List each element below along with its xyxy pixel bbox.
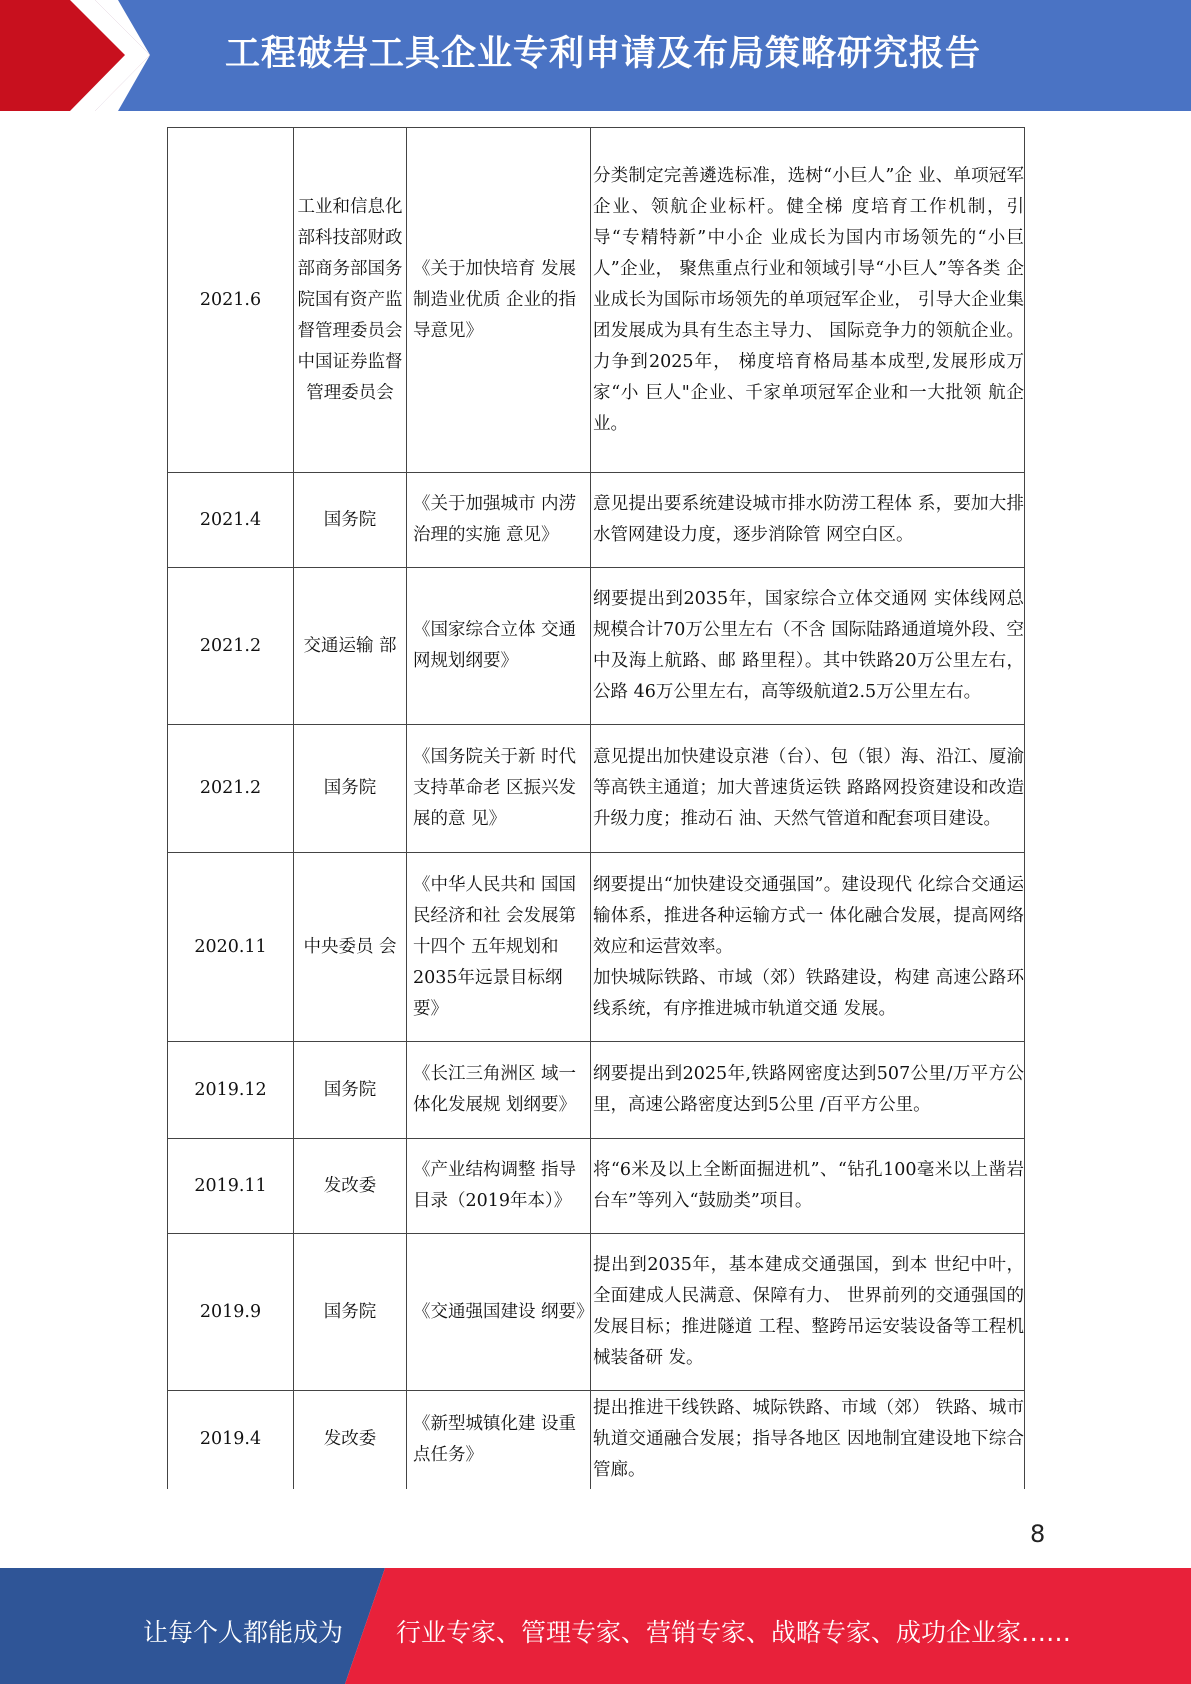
table-row bbox=[168, 853, 1025, 1042]
content-cell: 分类制定完善遴选标准，选树“小巨人”企 业、单项冠军企业、领航企业标杆。健全梯 度培育工作机制，引导“专精特新”中小企 业成长为国内市场领先的“小巨人”企业， 聚焦重点行业和领域引导“小巨人”等各类 企业成长为国际市场领先的单项冠军企业， 引导大企业集团发展成为具有生态主导力、 国际竞争力的领航企业。力争到2025年， 梯度培育格局基本成型,发展形成万家“小 巨人"企业、千家单项冠军企业和一大批领 航企业。 bbox=[591, 128, 1025, 473]
document-cell: 《中华人民共和 国国民经济和社 会发展第十四个 五年规划和2035年远景目标纲要》 bbox=[407, 853, 591, 1042]
content-cell: 提出推进干线铁路、城际铁路、市域（郊） 铁路、城市轨道交通融合发展；指导各地区 因地制宜建设地下综合管廊。 bbox=[591, 1391, 1025, 1489]
footer-slogan-left: 让每个人都能成为 bbox=[143, 1618, 344, 1647]
content-cell: 将“6米及以上全断面掘进机”、“钻孔100毫米以上凿岩台车”等列入“鼓励类”项目。 bbox=[591, 1139, 1025, 1234]
table-row bbox=[168, 1139, 1025, 1234]
report-title: 工程破岩工具企业专利申请及布局策略研究报告 bbox=[225, 34, 982, 74]
date-cell: 2021.2 bbox=[168, 568, 294, 725]
date-cell: 2020.11 bbox=[168, 853, 294, 1042]
table-row bbox=[168, 568, 1025, 725]
document-cell: 《关于加快培育 发展制造业优质 企业的指导意见》 bbox=[407, 128, 591, 473]
content-paragraph: 加快城际铁路、市域（郊）铁路建设，构建 高速公路环线系统，有序推进城市轨道交通 发展。 bbox=[593, 967, 1024, 1019]
page-header bbox=[0, 0, 1191, 111]
content-paragraph: 纲要提出“加快建设交通强国”。建设现代 化综合交通运输体系，推进各种运输方式一 体化融合发展，提高网络效应和运营效率。 bbox=[593, 874, 1024, 957]
date-cell: 2019.9 bbox=[168, 1234, 294, 1391]
department-cell: 交通运输 部 bbox=[294, 568, 407, 725]
footer-slogan-right: 行业专家、管理专家、营销专家、战略专家、成功企业家…… bbox=[396, 1618, 1072, 1647]
policy-table bbox=[167, 127, 1025, 1489]
page-footer bbox=[0, 1568, 1191, 1684]
date-cell: 2019.11 bbox=[168, 1139, 294, 1234]
document-cell: 《长江三角洲区 域一体化发展规 划纲要》 bbox=[407, 1042, 591, 1139]
department-cell: 国务院 bbox=[294, 1234, 407, 1391]
table-row bbox=[168, 1042, 1025, 1139]
content-cell: 提出到2035年，基本建成交通强国，到本 世纪中叶，全面建成人民满意、保障有力、 世界前列的交通强国的发展目标；推进隧道 工程、整跨吊运安装设备等工程机械装备研 发。 bbox=[591, 1234, 1025, 1391]
document-cell: 《关于加强城市 内涝治理的实施 意见》 bbox=[407, 473, 591, 568]
document-cell: 《新型城镇化建 设重点任务》 bbox=[407, 1391, 591, 1489]
content-cell: 意见提出要系统建设城市排水防涝工程体 系，要加大排水管网建设力度，逐步消除管 网空白区。 bbox=[591, 473, 1025, 568]
content-cell bbox=[591, 853, 1025, 1042]
content-cell: 意见提出加快建设京港（台）、包（银）海、沿江、厦渝等高铁主通道；加大普速货运铁 路路网投资建设和改造升级力度；推动石 油、天然气管道和配套项目建设。 bbox=[591, 725, 1025, 853]
department-cell: 工业和信息化部科技部财政部商务部国务院国有资产监督管理委员会中国证券监督管理委员会 bbox=[294, 128, 407, 473]
department-cell: 国务院 bbox=[294, 725, 407, 853]
date-cell: 2019.4 bbox=[168, 1391, 294, 1489]
table-row bbox=[168, 1391, 1025, 1489]
page-number: 8 bbox=[1030, 1520, 1046, 1548]
table-row bbox=[168, 128, 1025, 473]
date-cell: 2021.4 bbox=[168, 473, 294, 568]
document-cell: 《交通强国建设 纲要》 bbox=[407, 1234, 591, 1391]
department-cell: 发改委 bbox=[294, 1139, 407, 1234]
department-cell: 中央委员 会 bbox=[294, 853, 407, 1042]
content-cell: 纲要提出到2035年，国家综合立体交通网 实体线网总规模合计70万公里左右（不含 国际陆路通道境外段、空中及海上航路、邮 路里程）。其中铁路20万公里左右，公路 46万公里左右，高等级航道2.5万公里左右。 bbox=[591, 568, 1025, 725]
document-cell: 《国务院关于新 时代支持革命老 区振兴发展的意 见》 bbox=[407, 725, 591, 853]
document-cell: 《产业结构调整 指导目录（2019年本）》 bbox=[407, 1139, 591, 1234]
department-cell: 发改委 bbox=[294, 1391, 407, 1489]
department-cell: 国务院 bbox=[294, 473, 407, 568]
department-cell: 国务院 bbox=[294, 1042, 407, 1139]
table-row bbox=[168, 473, 1025, 568]
document-cell: 《国家综合立体 交通网规划纲要》 bbox=[407, 568, 591, 725]
table-row bbox=[168, 1234, 1025, 1391]
table-row bbox=[168, 725, 1025, 853]
date-cell: 2019.12 bbox=[168, 1042, 294, 1139]
date-cell: 2021.6 bbox=[168, 128, 294, 473]
date-cell: 2021.2 bbox=[168, 725, 294, 853]
content-cell: 纲要提出到2025年,铁路网密度达到507公里/万平方公里，高速公路密度达到5公里 /百平方公里。 bbox=[591, 1042, 1025, 1139]
